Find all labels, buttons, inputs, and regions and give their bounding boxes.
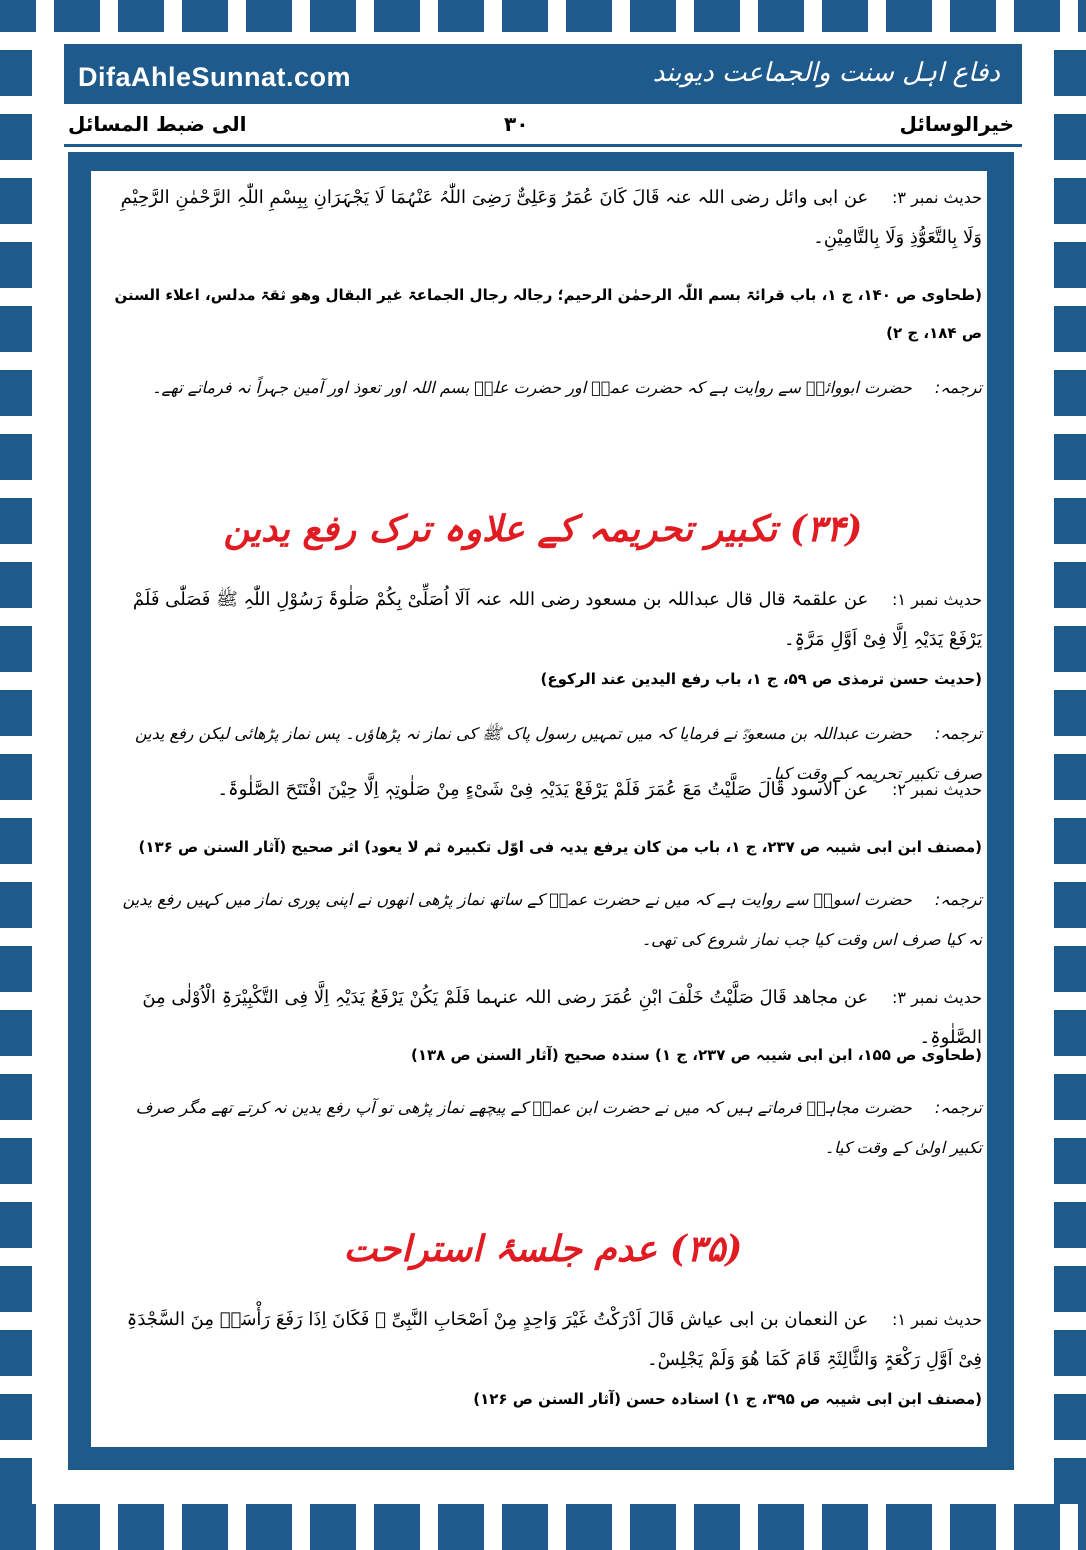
frame-square: [438, 0, 484, 32]
frame-square: [1054, 1330, 1086, 1376]
translation-text: حضرت اسودؒ سے روایت ہے کہ میں نے حضرت عمرؓ کے ساتھ نماز پڑھی انھوں نے اپنی پوری نماز میں کہیں رفع یدین نہ کیا صرف اس وقت کیا جب نماز شروع کی تھی۔: [122, 890, 982, 949]
frame-square: [438, 1504, 484, 1550]
frame-square: [54, 0, 100, 32]
frame-square: [1014, 1504, 1060, 1550]
frame-square: [1054, 178, 1086, 224]
page-number: ۳۰: [504, 112, 529, 136]
hadith-label: حدیث نمبر ۲:: [892, 780, 982, 799]
section-35-hadith-1: [104, 1300, 982, 1380]
frame-square: [310, 1504, 356, 1550]
frame-square: [1078, 0, 1086, 32]
translation-label: ترجمہ:: [934, 1098, 982, 1117]
hadith-top-3-ref: (طحاوی ص ۱۴۰، ج ۱، باب قرائۃ بسم اللّٰہ الرحمٰن الرحیم؛ رجالہ رجال الجماعۃ غیر البقال وھو ثقۃ مدلس، اعلاء السنن ص ۱۸۴، ج ۲): [114, 286, 982, 342]
frame-square: [630, 1504, 676, 1550]
frame-square: [0, 690, 32, 736]
frame-square: [1054, 1010, 1086, 1056]
frame-square: [0, 434, 32, 480]
frame-square: [0, 1266, 32, 1312]
frame-square: [1054, 562, 1086, 608]
subheader-left-title: الی ضبط المسائل: [68, 112, 247, 136]
frame-square: [758, 1504, 804, 1550]
frame-square: [566, 0, 612, 32]
hadith-text: عن مجاھد قَالَ صَلَّیْتُ خَلْفَ ابْنِ عُمَرَ رضی اللہ عنہما فَلَمْ یَکُنْ یَرْفَعُ یَدَیْہِ اِلَّا فِی التَّکْبِیْرَۃِ الْاُوْلٰی مِنَ الصَّلٰوۃِ۔: [142, 987, 982, 1048]
frame-square: [374, 1504, 420, 1550]
frame-square: [758, 0, 804, 32]
frame-square: [1054, 754, 1086, 800]
site-name: DifaAhleSunnat.com: [78, 62, 352, 92]
frame-square: [822, 1504, 868, 1550]
frame-square: [1054, 690, 1086, 736]
hadith-text: عن الاسود قَالَ صَلَّیْتُ مَعَ عُمَرَ فَلَمْ یَرْفَعْ یَدَیْہِ فِیْ شَیْءٍ مِنْ صَلٰوتِہٖ اِلَّا حِیْنَ افْتَتَحَ الصَّلٰوۃَ۔: [217, 779, 869, 800]
translation-top: [104, 368, 982, 408]
frame-square: [246, 1504, 292, 1550]
frame-square: [0, 626, 32, 672]
frame-square: [374, 0, 420, 32]
frame-square: [0, 882, 32, 928]
frame-square: [630, 0, 676, 32]
translation-label: ترجمہ:: [934, 890, 982, 909]
subheader: [64, 104, 1022, 147]
translation-text: حضرت عبداللہ بن مسعودؓ نے فرمایا کہ میں تمہیں رسول پاک ﷺ کی نماز نہ پڑھاؤں۔ پس نماز پڑھائی لیکن رفع یدین صرف تکبیر تحریمہ کے وقت کیا۔: [134, 724, 982, 783]
frame-square: [1054, 50, 1086, 96]
frame-square: [1054, 1394, 1086, 1440]
frame-square: [950, 0, 996, 32]
translation-label: ترجمہ:: [934, 378, 982, 397]
frame-square: [0, 1330, 32, 1376]
frame-square: [118, 1504, 164, 1550]
frame-square: [0, 1394, 32, 1440]
hadith-label: حدیث نمبر ۳:: [892, 188, 982, 207]
hadith-text: عن ابی وائل رضی اللہ عنہ قَالَ کَانَ عُمَرُ وَعَلِیٌّ رَضِیَ اللّٰہُ عَنْہُمَا لَا یَجْہَرَانِ بِبِسْمِ اللّٰہِ الرَّحْمٰنِ الرَّحِیْمِ وَلَا بِالتَّعَوُّذِ وَلَا بِالتَّامِیْنِ۔: [120, 187, 982, 248]
frame-square: [0, 242, 32, 288]
hadith-label: حدیث نمبر ۳:: [892, 988, 982, 1007]
frame-square: [1054, 1138, 1086, 1184]
frame-square: [1054, 1266, 1086, 1312]
frame-square: [0, 818, 32, 864]
frame-square: [1054, 882, 1086, 928]
frame-square: [118, 0, 164, 32]
frame-square: [182, 0, 228, 32]
section-35-hadith-1-ref: (مصنف ابن ابی شیبہ ص ۳۹۵، ج ۱) اسنادہ حسن (آثار السنن ص ۱۲۶): [473, 1390, 982, 1408]
frame-square: [1078, 1504, 1086, 1550]
section-34-hadith-2-translation: [104, 880, 982, 960]
frame-square: [0, 1010, 32, 1056]
section-34-hadith-1-ref: (حدیث حسن ترمذی ص ۵۹، ج ۱، باب رفع الیدین عند الرکوع): [540, 670, 982, 688]
frame-square: [1054, 114, 1086, 160]
frame-square: [1054, 434, 1086, 480]
book-title: دفاع اہل سنت والجماعت دیوبند: [652, 58, 1000, 88]
frame-square: [0, 306, 32, 352]
frame-square: [0, 50, 32, 96]
frame-square: [1054, 946, 1086, 992]
frame-square: [182, 1504, 228, 1550]
section-34-heading: (۳۴) تکبیر تحریمہ کے علاوہ ترک رفع یدین: [223, 508, 863, 550]
subheader-right-title: خیرالوسائل: [899, 112, 1014, 136]
frame-square: [694, 1504, 740, 1550]
frame-square: [950, 1504, 996, 1550]
frame-square: [54, 1504, 100, 1550]
translation-text: حضرت ابووائلؒ سے روایت ہے کہ حضرت عمرؓ اور حضرت علیؓ بسم اللہ اور تعوذ اور آمین جہراً نہ فرماتے تھے۔: [152, 378, 912, 397]
frame-square: [0, 370, 32, 416]
frame-square: [0, 1138, 32, 1184]
section-34-hadith-1: [104, 580, 982, 660]
section-34-hadith-3-translation: [104, 1088, 982, 1168]
frame-square: [694, 0, 740, 32]
header-band: [64, 44, 1022, 104]
frame-square: [0, 946, 32, 992]
section-34-hadith-2: [104, 770, 982, 810]
frame-square: [0, 0, 36, 32]
translation-text: حضرت مجاہدؒ فرماتے ہیں کہ میں نے حضرت ابن عمرؓ کے پیچھے نماز پڑھی تو آپ رفع یدین نہ کرتے تھے مگر صرف تکبیر اولیٰ کے وقت کیا۔: [135, 1098, 982, 1157]
section-34-hadith-3-ref: (طحاوی ص ۱۵۵، ابن ابی شیبہ ص ۲۳۷، ج ۱) سندہ صحیح (آثار السنن ص ۱۳۸): [411, 1046, 982, 1064]
frame-square: [0, 178, 32, 224]
frame-square: [1054, 306, 1086, 352]
hadith-label: حدیث نمبر ۱:: [892, 1310, 982, 1329]
frame-square: [1014, 0, 1060, 32]
hadith-top-3: [104, 178, 982, 258]
frame-square: [1054, 818, 1086, 864]
frame-square: [886, 1504, 932, 1550]
frame-square: [0, 1458, 32, 1504]
frame-square: [310, 0, 356, 32]
section-35-heading: (۳۵) عدم جلسۂ استراحت: [343, 1228, 743, 1270]
frame-square: [0, 1074, 32, 1120]
frame-square: [246, 0, 292, 32]
frame-square: [886, 0, 932, 32]
frame-square: [502, 0, 548, 32]
translation-label: ترجمہ:: [934, 724, 982, 743]
frame-square: [1054, 370, 1086, 416]
frame-square: [1054, 242, 1086, 288]
frame-square: [1054, 626, 1086, 672]
frame-square: [502, 1504, 548, 1550]
hadith-text: عن النعمان بن ابی عیاش قَالَ اَدْرَکْتُ غَیْرَ وَاحِدٍ مِنْ اَصْحَابِ النَّبِیِّ ﷺ فَکَانَ اِذَا رَفَعَ رَأْسَہٗ مِنَ السَّجْدَۃِ فِیْ اَوَّلِ رَکْعَۃٍ وَالثَّالِثَۃِ قَامَ کَمَا ھُوَ وَلَمْ یَجْلِسْ۔: [126, 1309, 982, 1370]
section-34-hadith-2-ref: (مصنف ابن ابی شیبہ ص ۲۳۷، ج ۱، باب من کان یرفع یدیہ فی اوّل تکبیرہ ثم لا یعود) اثر صحیح (آثار السنن ص ۱۳۶): [138, 838, 982, 856]
hadith-label: حدیث نمبر ۱:: [892, 590, 982, 609]
frame-square: [0, 114, 32, 160]
frame-square: [0, 754, 32, 800]
frame-square: [1054, 1074, 1086, 1120]
frame-square: [822, 0, 868, 32]
hadith-text: عن علقمۃ قال قال عبداللہ بن مسعود رضی اللہ عنہ اَلَا اُصَلِّیْ بِکُمْ صَلٰوۃَ رَسُوْلِ اللّٰہِ ﷺ فَصَلّٰی فَلَمْ یَرْفَعْ یَدَیْہِ اِلَّا فِیْ اَوَّلِ مَرَّۃٍ۔: [132, 589, 982, 650]
frame-square: [1054, 1458, 1086, 1504]
frame-square: [566, 1504, 612, 1550]
frame-square: [0, 562, 32, 608]
frame-square: [0, 1504, 36, 1550]
